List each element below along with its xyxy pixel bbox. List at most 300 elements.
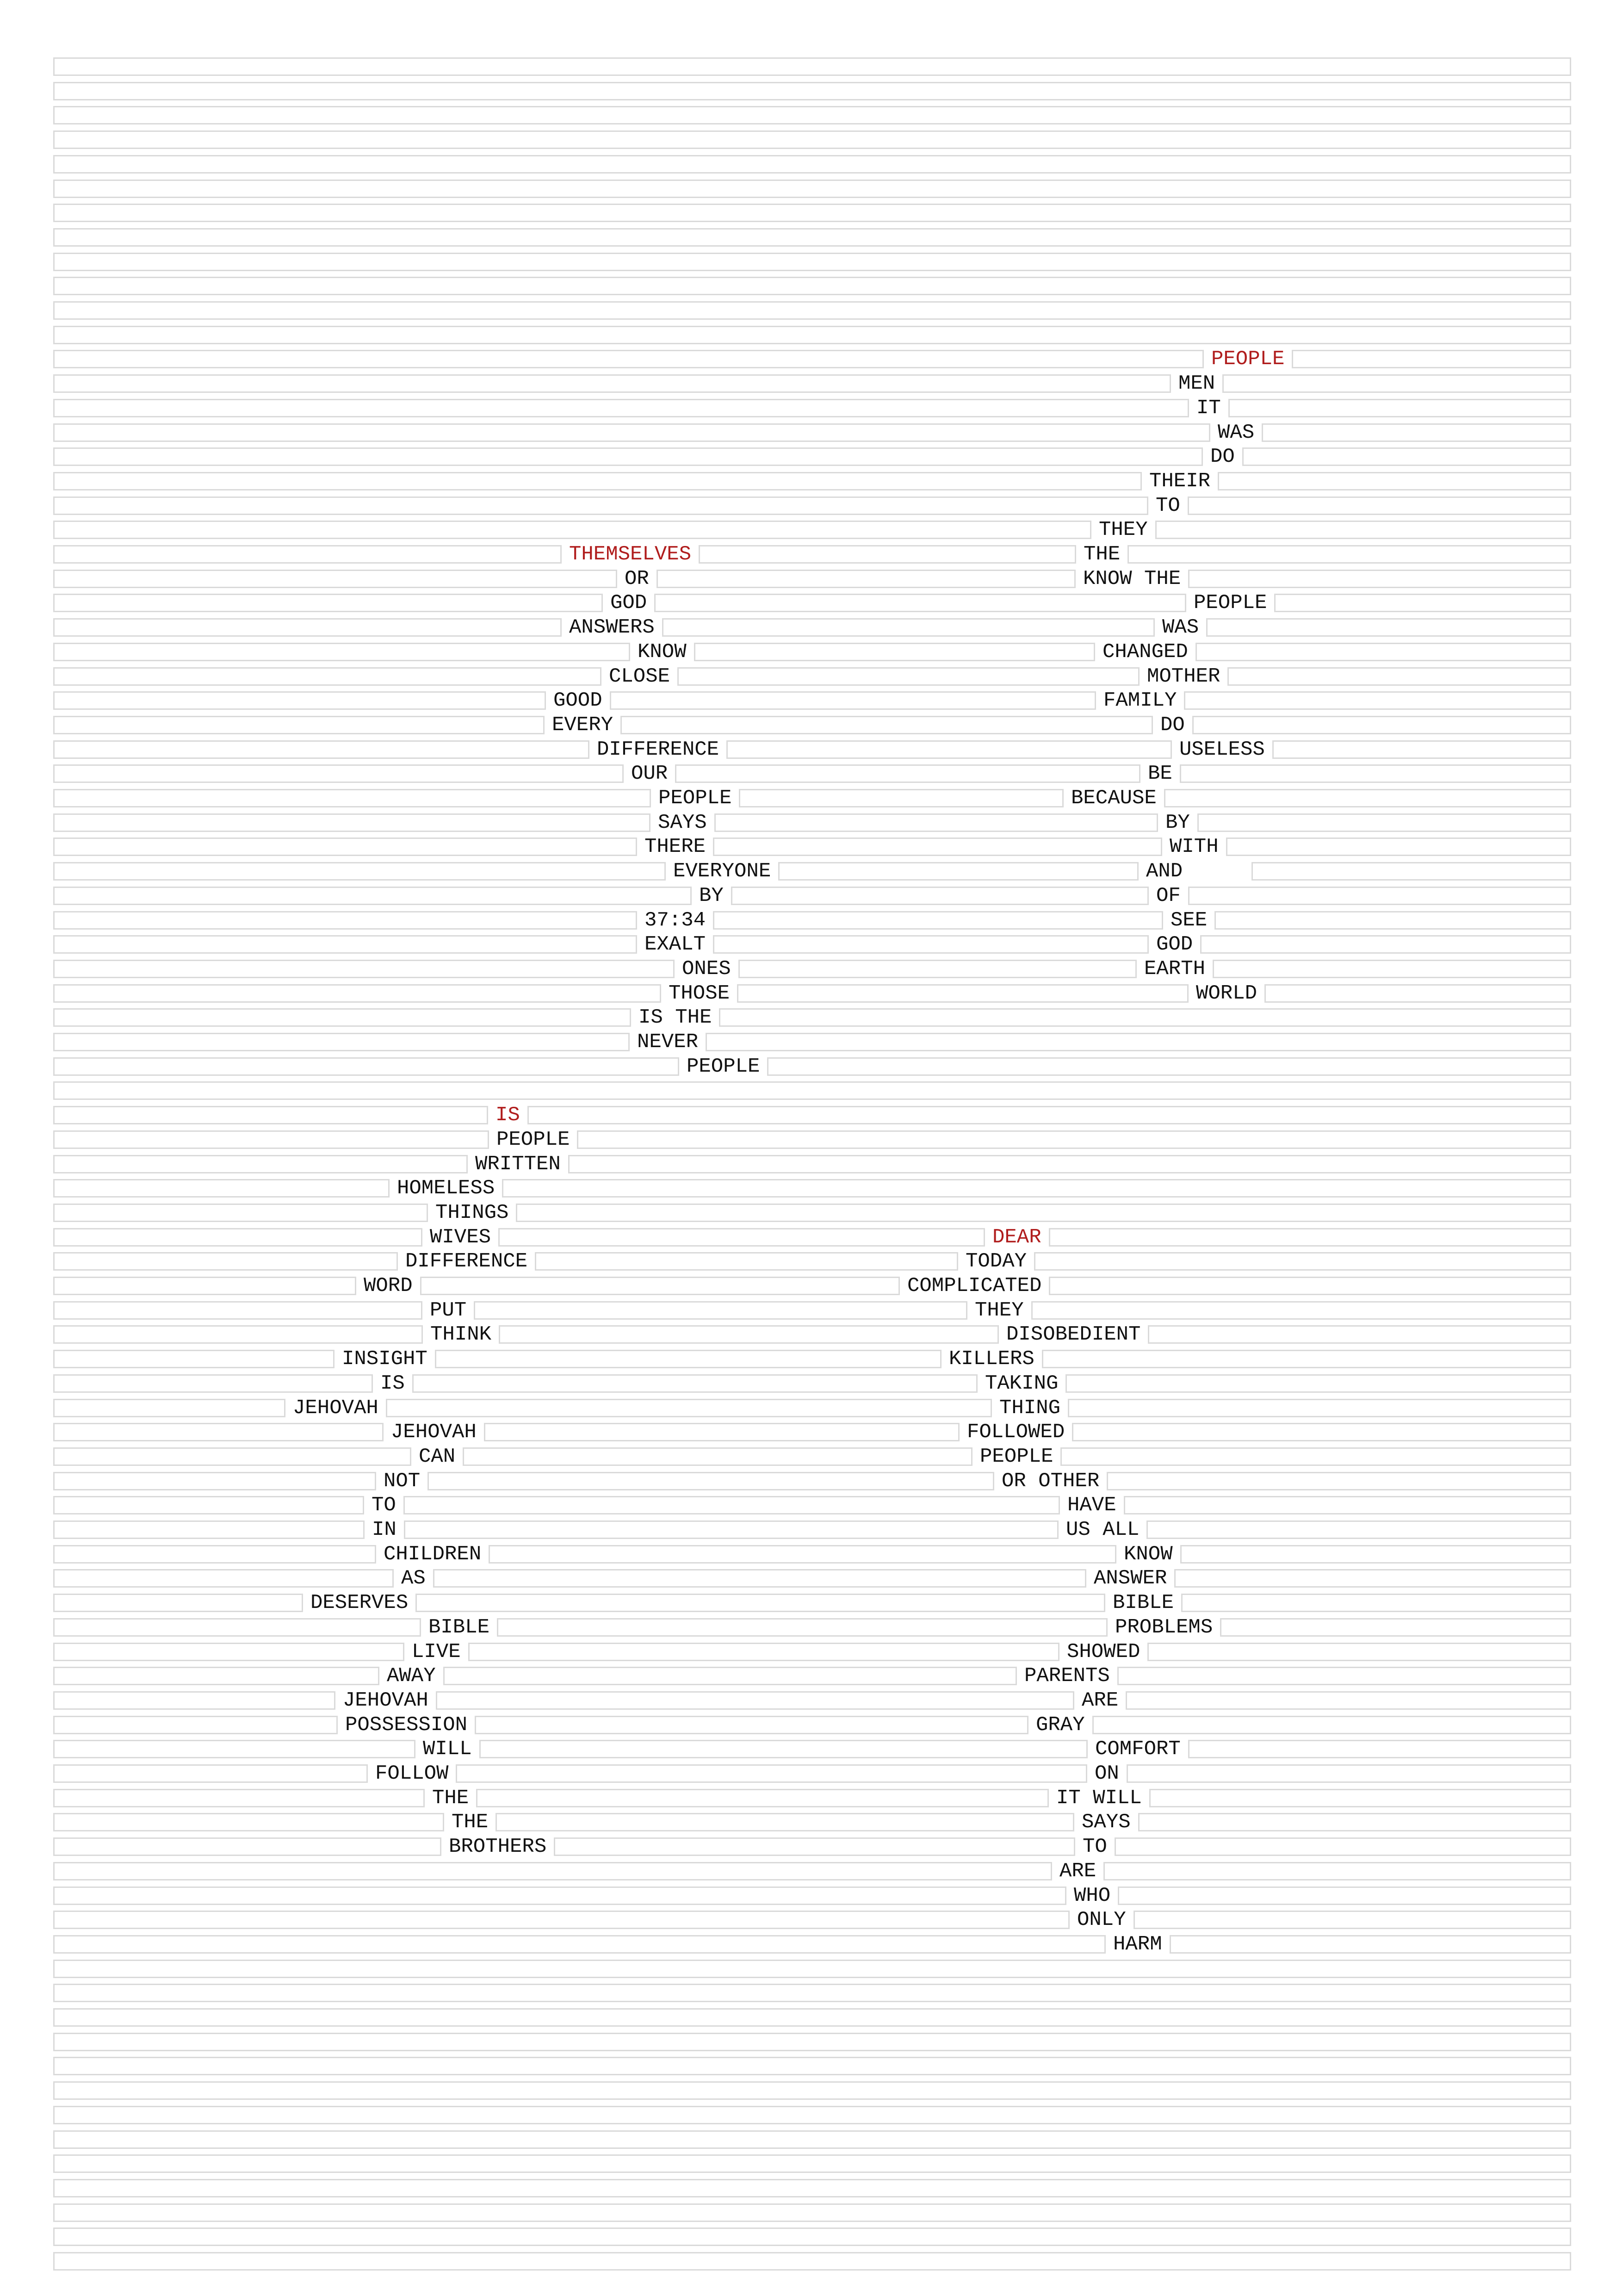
stripe-row: [53, 228, 1571, 247]
stripe-bar: [1147, 1643, 1571, 1661]
stripe-bar: [53, 1301, 422, 1320]
stripe-word: NOT: [384, 1469, 421, 1493]
stripe-bar: [404, 1520, 1059, 1539]
stripe-bar: [53, 1106, 488, 1124]
stripe-bar: [53, 1691, 335, 1710]
stripe-bar: [53, 716, 545, 734]
stripe-bar: [53, 1350, 335, 1368]
stripe-row: [53, 2081, 1571, 2100]
stripe-word: WITH: [1170, 835, 1219, 859]
stripe-row: [53, 1298, 1571, 1322]
stripe-bar: [468, 1643, 1059, 1661]
stripe-row: [53, 1469, 1571, 1493]
stripe-bar: [53, 2130, 1571, 2149]
stripe-word: DISOBEDIENT: [1006, 1323, 1141, 1347]
stripe-bar: [1072, 1423, 1571, 1441]
stripe-bar: [53, 935, 637, 954]
stripe-bar: [1118, 1886, 1571, 1905]
stripe-bar: [1107, 1472, 1571, 1490]
stripe-bar: [53, 1033, 630, 1051]
stripe-bar: [1227, 667, 1571, 686]
stripe-row: [53, 1347, 1571, 1371]
stripe-word: AWAY: [387, 1664, 436, 1688]
stripe-word: DESERVES: [310, 1591, 409, 1615]
stripe-word: THEY: [1099, 518, 1148, 542]
stripe-word: FAMILY: [1103, 689, 1177, 713]
stripe-bar: [502, 1179, 1571, 1198]
stripe-row: [53, 740, 1571, 759]
stripe-row: [53, 664, 1571, 688]
stripe-row: [53, 253, 1571, 271]
stripe-row: [53, 1421, 1571, 1444]
stripe-word: NEVER: [637, 1030, 699, 1054]
stripe-word: COMPLICATED: [907, 1274, 1042, 1297]
stripe-bar: [53, 1520, 365, 1539]
stripe-bar: [1188, 496, 1571, 515]
stripe-bar: [53, 2008, 1571, 2027]
stripe-word: KILLERS: [949, 1347, 1035, 1371]
stripe-row: [53, 1738, 1571, 1761]
stripe-word: ARE: [1059, 1859, 1096, 1883]
stripe-bar: [475, 1716, 1028, 1734]
stripe-word: HAVE: [1067, 1494, 1116, 1517]
stripe-row: [53, 2033, 1571, 2051]
stripe-word: PEOPLE: [980, 1445, 1053, 1468]
stripe-bar: [675, 764, 1140, 783]
stripe-bar: [53, 862, 666, 881]
stripe-row: [53, 1811, 1571, 1834]
stripe-row: [53, 2228, 1571, 2246]
stripe-row: [53, 618, 1571, 637]
stripe-bar: [53, 180, 1571, 198]
stripe-row: [53, 82, 1571, 100]
stripe-bar: [499, 1325, 999, 1344]
stripe-row: [53, 981, 1571, 1005]
stripe-word: COMFORT: [1095, 1738, 1181, 1761]
stripe-row: [53, 1908, 1571, 1932]
stripe-row: [53, 57, 1571, 76]
stripe-row: [53, 1786, 1571, 1810]
stripe-bar: [53, 1325, 423, 1344]
stripe-bar: [53, 1862, 1052, 1880]
stripe-row: [53, 1152, 1571, 1176]
stripe-word: EVERYONE: [673, 860, 771, 883]
stripe-bar: [516, 1204, 1571, 1222]
stripe-bar: [1034, 1252, 1571, 1271]
stripe-row: [53, 1252, 1571, 1271]
stripe-word: TO: [1156, 494, 1180, 517]
stripe-bar: [713, 838, 1162, 856]
stripe-row: [53, 762, 1571, 786]
stripe-word: WORD: [364, 1274, 413, 1297]
stripe-bar: [53, 740, 589, 759]
stripe-bar: [1262, 423, 1571, 442]
stripe-row: [53, 2106, 1571, 2124]
stripe-bar: [1124, 1496, 1571, 1514]
stripe-bar: [53, 1204, 428, 1222]
stripe-bar: [53, 1789, 425, 1807]
stripe-word: BECAUSE: [1071, 787, 1157, 810]
stripe-bar: [706, 1033, 1571, 1051]
stripe-bar: [53, 2154, 1571, 2173]
stripe-bar: [737, 984, 1189, 1003]
stripe-row: [53, 1104, 1571, 1127]
stripe-word: SAYS: [658, 811, 707, 834]
stripe-word: CHILDREN: [384, 1542, 482, 1566]
stripe-bar: [53, 301, 1571, 320]
stripe-bar: [53, 350, 1204, 368]
stripe-bar: [1092, 1716, 1571, 1734]
stripe-row: [53, 518, 1571, 542]
stripe-bar: [739, 789, 1064, 807]
stripe-word: GOOD: [553, 689, 602, 713]
stripe-bar: [53, 911, 637, 930]
stripe-word: IT WILL: [1056, 1786, 1142, 1810]
stripe-row: [53, 2154, 1571, 2173]
stripe-word: WAS: [1162, 616, 1199, 639]
stripe-bar: [53, 1935, 1106, 1954]
stripe-bar: [53, 326, 1571, 344]
stripe-bar: [726, 740, 1172, 759]
stripe-word: OR: [625, 567, 649, 590]
stripe-row: [53, 130, 1571, 149]
stripe-bar: [731, 887, 1149, 905]
stripe-row: [53, 1713, 1571, 1737]
stripe-word: SHOWED: [1067, 1640, 1140, 1663]
stripe-word: OUR: [631, 762, 668, 786]
stripe-word: POSSESSION: [345, 1713, 468, 1737]
stripe-word: EXALT: [644, 933, 706, 956]
stripe-bar: [53, 204, 1571, 222]
stripe-word: WRITTEN: [475, 1152, 561, 1176]
stripe-row: [53, 1984, 1571, 2002]
stripe-bar: [1292, 350, 1571, 368]
stripe-word: WIVES: [430, 1225, 491, 1249]
stripe-row: [53, 862, 1571, 881]
stripe-word: WILL: [423, 1738, 472, 1761]
stripe-bar: [53, 667, 601, 686]
stripe-bar: [53, 545, 562, 564]
stripe-word: THINK: [430, 1323, 492, 1347]
stripe-bar: [53, 496, 1148, 515]
stripe-word: JEHOVAH: [343, 1688, 428, 1712]
stripe-bar: [1228, 399, 1571, 417]
stripe-bar: [496, 1813, 1074, 1831]
stripe-bar: [53, 2057, 1571, 2075]
stripe-bar: [53, 2179, 1571, 2197]
stripe-bar: [1200, 935, 1571, 954]
stripe-bar: [53, 594, 603, 612]
stripe-row: [53, 813, 1571, 832]
stripe-bar: [53, 155, 1571, 174]
stripe-word: HARM: [1113, 1932, 1162, 1956]
stripe-word: ANSWERS: [569, 616, 655, 639]
stripe-bar: [53, 82, 1571, 100]
stripe-word: CLOSE: [609, 664, 670, 688]
stripe-bar: [53, 1399, 285, 1417]
stripe-row: [53, 2057, 1571, 2075]
stripe-bar: [654, 594, 1186, 612]
stripe-bar: [1170, 1935, 1571, 1954]
stripe-row: [53, 640, 1571, 664]
stripe-bar: [53, 1155, 468, 1173]
stripe-word: OF: [1156, 884, 1181, 907]
stripe-bar: [53, 2228, 1571, 2246]
stripe-bar: [1115, 1837, 1571, 1856]
stripe-bar: [1031, 1301, 1571, 1320]
stripe-row: [53, 1640, 1571, 1663]
stripe-bar: [53, 399, 1189, 417]
stripe-bar: [53, 447, 1203, 466]
stripe-row: [53, 496, 1571, 515]
stripe-row: [53, 1835, 1571, 1859]
stripe-word: IS THE: [638, 1006, 712, 1030]
stripe-row: [53, 1615, 1571, 1639]
stripe-bar: [1127, 1764, 1571, 1783]
stripe-bar: [53, 789, 651, 807]
stripe-word: KNOW: [638, 640, 687, 664]
stripe-word: BY: [699, 884, 724, 907]
stripe-word: DIFFERENCE: [597, 738, 719, 761]
stripe-bar: [53, 1423, 384, 1441]
stripe-word: GRAY: [1036, 1713, 1085, 1737]
stripe-bar: [53, 2033, 1571, 2051]
stripe-word: BIBLE: [428, 1615, 490, 1639]
stripe-word: WORLD: [1196, 981, 1258, 1005]
stripe-bar: [53, 570, 617, 588]
stripe-bar: [1164, 789, 1571, 807]
stripe-bar: [527, 1106, 1571, 1124]
stripe-word: THINGS: [435, 1201, 509, 1224]
stripe-row: [53, 787, 1571, 810]
highlight-word: DEAR: [992, 1225, 1041, 1249]
stripe-row: [53, 469, 1571, 493]
stripe-word: AS: [401, 1567, 426, 1590]
stripe-row: [53, 1179, 1571, 1198]
stripe-word: IS: [380, 1371, 405, 1395]
stripe-word: WHO: [1074, 1884, 1111, 1907]
stripe-bar: [1042, 1350, 1571, 1368]
stripe-bar: [53, 1472, 376, 1490]
stripe-bar: [412, 1374, 978, 1393]
stripe-bar: [53, 1252, 398, 1271]
stripe-row: [53, 1447, 1571, 1466]
stripe-bar: [577, 1130, 1571, 1149]
stripe-bar: [1192, 716, 1571, 734]
stripe-word: THOSE: [669, 981, 730, 1005]
stripe-word: PEOPLE: [658, 787, 732, 810]
stripe-row: [53, 884, 1571, 907]
stripe-bar: [657, 570, 1076, 588]
stripe-word: CHANGED: [1103, 640, 1188, 664]
stripe-row: [53, 326, 1571, 344]
stripe-word: ON: [1095, 1762, 1119, 1785]
stripe-word: AND: [1146, 860, 1183, 883]
stripe-word: KNOW THE: [1083, 567, 1181, 590]
stripe-word: THERE: [644, 835, 706, 859]
stripe-bar: [53, 2252, 1571, 2271]
stripe-row: [53, 1396, 1571, 1420]
stripe-bar: [719, 1008, 1571, 1027]
stripe-word: GOD: [1156, 933, 1193, 956]
stripe-bar: [1146, 1520, 1571, 1539]
stripe-row: [53, 908, 1571, 932]
stripe-bar: [1214, 911, 1571, 930]
stripe-bar: [1218, 472, 1571, 490]
stripe-word: OR OTHER: [1002, 1469, 1100, 1493]
stripe-row: [53, 1932, 1571, 1956]
stripe-bar: [53, 1545, 376, 1564]
stripe-bar: [53, 1008, 631, 1027]
stripe-row: [53, 1201, 1571, 1224]
stripe-bar: [1222, 374, 1571, 393]
stripe-word: THEIR: [1149, 469, 1211, 493]
stripe-row: [53, 1081, 1571, 1100]
stripe-bar: [535, 1252, 958, 1271]
stripe-row: [53, 396, 1571, 420]
stripe-row: [53, 1960, 1571, 1978]
stripe-bar: [738, 960, 1137, 978]
stripe-row: [53, 2252, 1571, 2271]
stripe-bar: [463, 1447, 973, 1466]
stripe-word: PEOPLE: [496, 1128, 570, 1151]
highlight-word: IS: [496, 1104, 520, 1127]
stripe-bar: [1274, 594, 1571, 612]
stripe-bar: [53, 1618, 421, 1637]
stripe-word: KNOW: [1124, 1542, 1173, 1566]
stripe-word: IN: [372, 1518, 396, 1541]
stripe-row: [53, 1688, 1571, 1712]
stripe-row: [53, 1591, 1571, 1615]
stripe-row: [53, 835, 1571, 859]
stripe-bar: [1196, 643, 1571, 661]
stripe-bar: [435, 1350, 942, 1368]
stripe-row: [53, 277, 1571, 295]
stripe-row: [53, 1006, 1571, 1030]
stripe-bar: [53, 1228, 422, 1247]
stripe-bar: [53, 1277, 356, 1295]
stripe-bar: [1206, 618, 1571, 637]
stripe-bar: [1181, 1594, 1571, 1612]
stripe-word: JEHOVAH: [293, 1396, 378, 1420]
stripe-bar: [1174, 1569, 1571, 1588]
stripe-bar: [53, 374, 1171, 393]
stripe-row: [53, 1057, 1571, 1076]
stripe-bar: [53, 2203, 1571, 2222]
stripe-bar: [53, 691, 546, 710]
stripe-bar: [456, 1764, 1087, 1783]
stripe-bar: [620, 716, 1153, 734]
stripe-row: [53, 1130, 1571, 1149]
stripe-bar: [484, 1423, 960, 1441]
stripe-word: THE: [432, 1786, 469, 1810]
stripe-bar: [53, 1813, 444, 1831]
stripe-bar: [53, 1057, 679, 1076]
stripe-bar: [489, 1545, 1116, 1564]
stripe-bar: [53, 1496, 364, 1514]
stripe-bar: [53, 1643, 404, 1661]
stripe-bar: [53, 1081, 1571, 1100]
stripe-word: DO: [1160, 713, 1185, 737]
stripe-row: [53, 545, 1571, 564]
stripe-word: BROTHERS: [449, 1835, 547, 1859]
stripe-bar: [1213, 960, 1571, 978]
stripe-bar: [433, 1569, 1086, 1588]
stripe-bar: [1188, 570, 1571, 588]
stripe-word: GOD: [610, 591, 647, 615]
stripe-word: PROBLEMS: [1115, 1615, 1213, 1639]
stripe-bar: [1065, 1374, 1571, 1393]
stripe-word: BIBLE: [1113, 1591, 1174, 1615]
stripe-row: [53, 935, 1571, 954]
stripe-row: [53, 1274, 1571, 1297]
stripe-bar: [1103, 1862, 1571, 1880]
stripe-bar: [53, 130, 1571, 149]
stripe-bar: [1127, 545, 1571, 564]
stripe-bar: [415, 1594, 1105, 1612]
stripe-word: THING: [999, 1396, 1061, 1420]
stripe-bar: [1180, 1545, 1571, 1564]
stripe-bar: [53, 887, 692, 905]
stripe-word: WAS: [1218, 421, 1255, 444]
stripe-bar: [53, 1667, 379, 1685]
stripe-bar: [713, 911, 1163, 930]
stripe-row: [53, 1030, 1571, 1054]
stripe-bar: [53, 618, 562, 637]
stripe-row: [53, 1859, 1571, 1883]
stripe-word: EARTH: [1144, 957, 1206, 980]
stripe-row: [53, 1494, 1571, 1517]
stripe-bar: [436, 1691, 1074, 1710]
stripe-bar: [53, 57, 1571, 76]
stripe-row: [53, 591, 1571, 615]
stripe-word: SEE: [1171, 908, 1208, 932]
stripe-row: [53, 2008, 1571, 2027]
stripe-bar: [1197, 813, 1571, 832]
stripe-word: PUT: [430, 1298, 467, 1322]
stripe-bar: [610, 691, 1096, 710]
stripe-row: [53, 1371, 1571, 1395]
stripe-bar: [699, 545, 1076, 564]
stripe-row: [53, 1569, 1571, 1588]
stripe-bar: [443, 1667, 1017, 1685]
stripe-bar: [767, 1057, 1571, 1076]
stripe-bar: [53, 1374, 373, 1393]
stripe-bar: [1184, 691, 1571, 710]
stripe-bar: [1148, 1325, 1571, 1344]
stripe-bar: [53, 643, 630, 661]
stripe-bar: [53, 984, 661, 1003]
stripe-word: ANSWER: [1094, 1567, 1167, 1590]
stripe-word: DIFFERENCE: [405, 1250, 528, 1273]
stripe-bar: [53, 1837, 441, 1856]
stripe-word: ONLY: [1077, 1908, 1126, 1932]
stripe-row: [53, 689, 1571, 713]
stripe-bar: [1180, 764, 1571, 783]
stripe-bar: [53, 764, 624, 783]
stripe-word: ONES: [682, 957, 731, 980]
stripe-word: EVERY: [552, 713, 613, 737]
stripe-bar: [1126, 1691, 1571, 1710]
stripe-bar: [53, 2081, 1571, 2100]
stripe-bar: [1060, 1447, 1571, 1466]
stripe-bar: [53, 253, 1571, 271]
stripe-row: [53, 1225, 1571, 1249]
stripe-word: ARE: [1082, 1688, 1119, 1712]
stripe-bar: [53, 1594, 303, 1612]
stripe-bar: [1068, 1399, 1571, 1417]
stripe-bar: [53, 1911, 1070, 1929]
